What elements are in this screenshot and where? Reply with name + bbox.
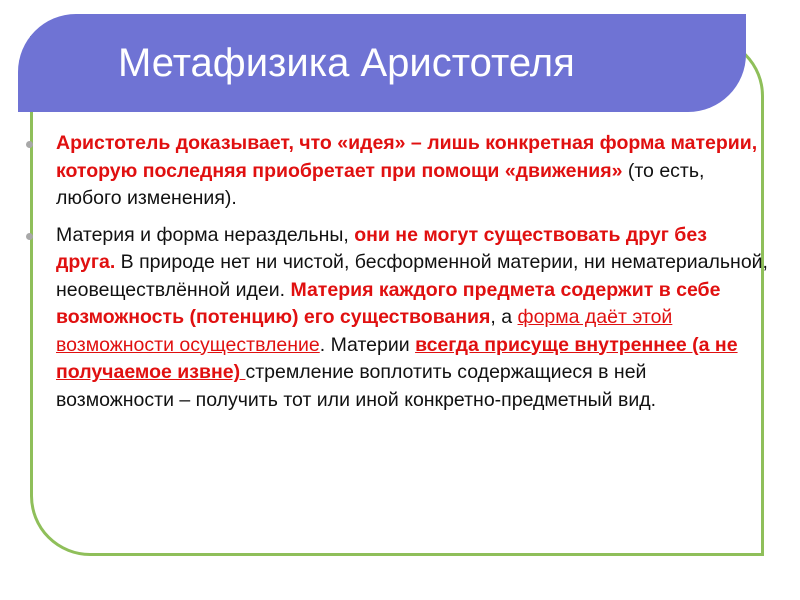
plain-text: . Материи [319, 333, 416, 356]
plain-text: Материя и форма нераздельны, [56, 223, 355, 246]
emphasis-text: они не могут существовать друг без друга. [56, 223, 707, 273]
plain-text: (то есть, любого изменения). [56, 159, 705, 209]
underlined-emphasis-text: форма даёт этой возможности осуществление [56, 306, 673, 356]
bullet-dot-icon [26, 141, 33, 148]
title-bar [18, 14, 746, 112]
bullet-paragraph-2 [56, 222, 768, 415]
slide-title: Метафизика Аристотеля [118, 41, 575, 85]
slide-body [56, 130, 768, 423]
bullet-dot-icon [26, 233, 33, 240]
plain-text: В природе нет ни чистой, бесформенной материи, ни нематериальной, неовеществлённой идеи. [56, 251, 768, 301]
emphasis-text: Материя каждого предмета содержит в себе возможность (потенцию) его существования [56, 278, 721, 328]
title-underline [66, 119, 726, 122]
underlined-bold-emphasis-text: всегда присуще внутреннее (а не получаемое извне) [56, 333, 738, 383]
plain-text: стремление воплотить содержащиеся в ней возможности – получить тот или иной конкретно-предметный вид. [56, 361, 657, 411]
bullet-paragraph-1 [56, 130, 768, 213]
emphasis-text: Аристотель доказывает, что «идея» – лишь конкретная форма материи, которую последняя приобретает при помощи «движения» [56, 132, 758, 182]
plain-text: , а [490, 306, 518, 328]
